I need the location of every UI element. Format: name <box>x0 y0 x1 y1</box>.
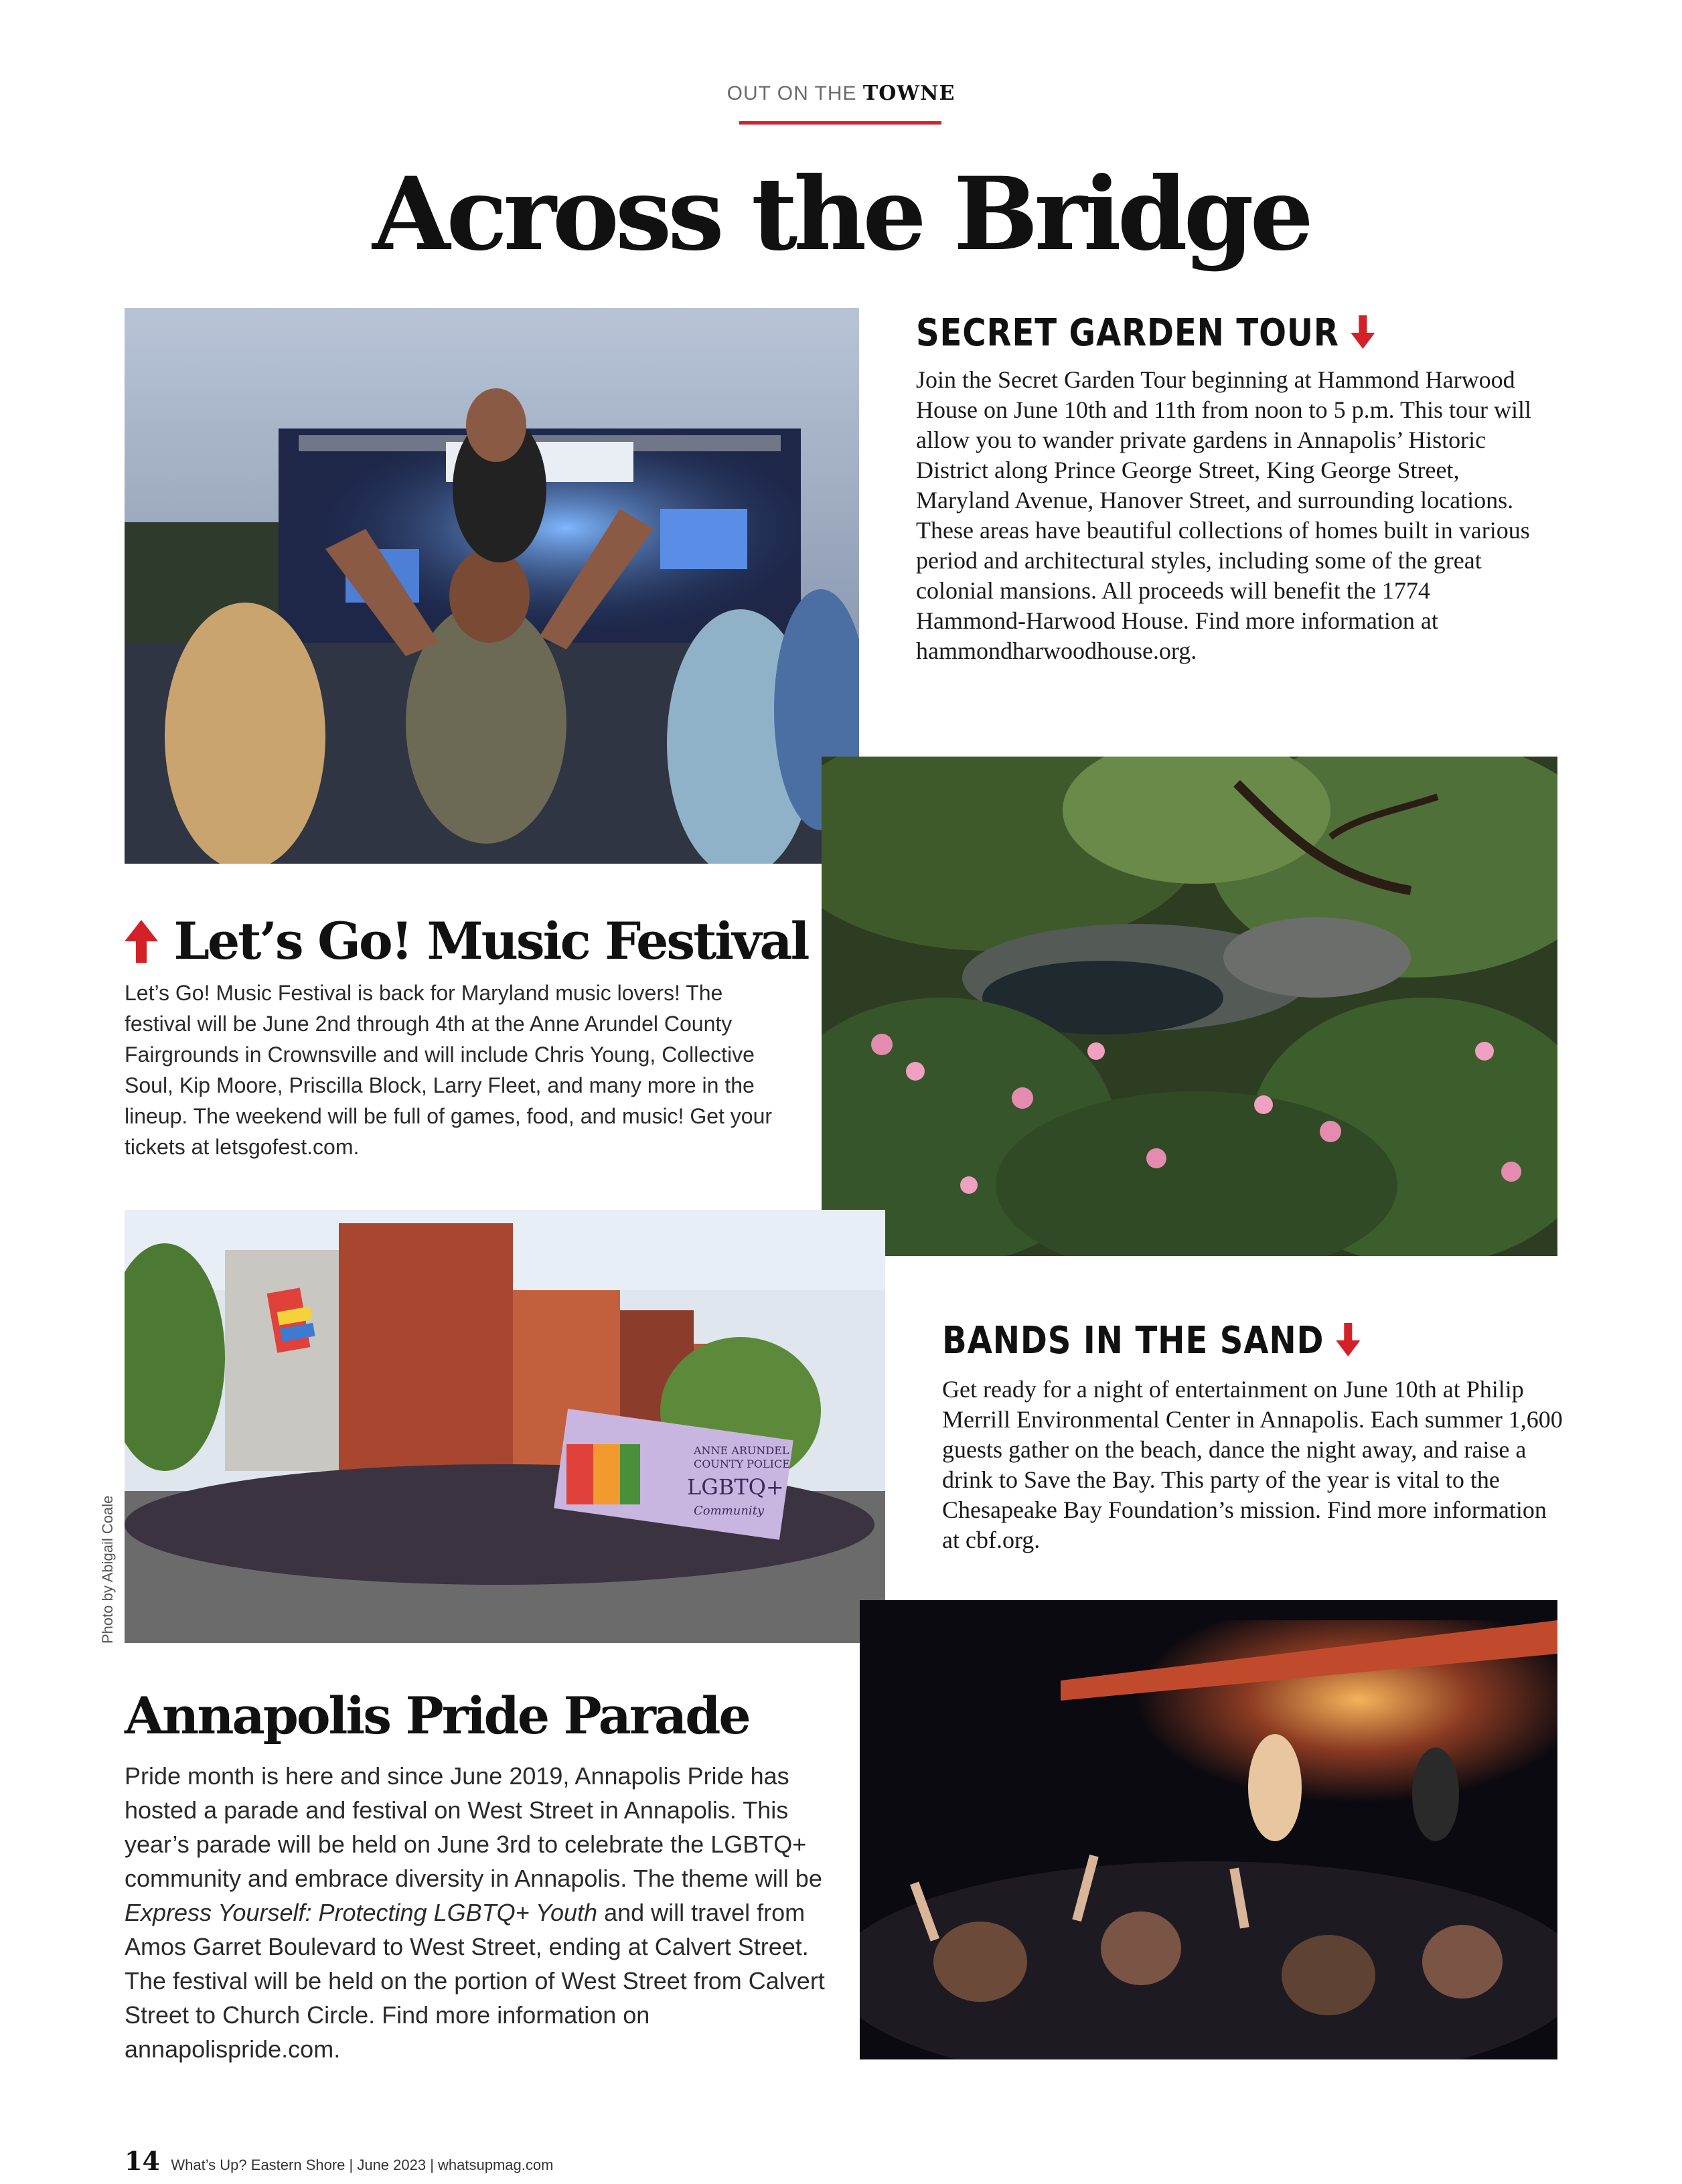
music-festival-photo <box>125 308 859 864</box>
arrow-down-icon <box>1351 315 1375 356</box>
secret-garden-body: Join the Secret Garden Tour beginning at Hammond Harwood House on June 10th and 11th from noon to 5 p.m. This tour will allow you to wander private gardens in Annapolis’ Historic District along Prince George Street, King George Street, Maryland Avenue, Hanover Street, and surrounding locations. These areas have beautiful collections of homes built in various period and architectural styles, including some of the great colonial mansions. All proceeds will benefit the 1774 Hammond-Harwood House. Find more information at hammondharwoodhouse.org. <box>916 366 1531 664</box>
secret-garden-title: SECRET GARDEN TOUR <box>916 311 1339 355</box>
pride-parade-body <box>125 1759 834 2066</box>
arrow-up-icon <box>125 920 158 971</box>
section-name: TOWNE <box>862 82 955 105</box>
section-label <box>0 82 1682 105</box>
bands-in-the-sand-title: BANDS IN THE SAND <box>942 1319 1324 1362</box>
footer-publication-info: What’s Up? Eastern Shore | June 2023 | whatsupmag.com <box>171 2157 554 2173</box>
pride-body-part1: Pride month is here and since June 2019, Annapolis Pride has hosted a parade and festival on West Street in Annapolis. This year’s parade will be held on June 3rd to celebrate the LGBTQ+ community and embrace diversity in Annapolis. The theme will be <box>125 1762 822 1892</box>
page-footer <box>125 2146 553 2176</box>
page-title: Across the Bridge <box>372 155 1310 273</box>
pride-body-part2: and will travel from Amos Garret Boulevard to West Street, ending at Calvert Street. The festival will be held on the portion of West Street from Calvert Street to Church Circle. Find more information on annapolispride.com. <box>125 1899 825 2063</box>
pride-parade-heading: Annapolis Pride Parade <box>125 1686 749 1745</box>
music-festival-title: Let’s Go! Music Festival <box>173 911 808 971</box>
pride-body-theme: Express Yourself: Protecting LGBTQ+ Youth <box>125 1899 598 1926</box>
page-number: 14 <box>125 2146 160 2176</box>
banner-line1: ANNE ARUNDEL <box>694 1444 789 1457</box>
music-festival-heading <box>125 911 808 971</box>
bands-in-the-sand-body: Get ready for a night of entertainment on June 10th at Philip Merrill Environmental Center in Annapolis. Each summer 1,600 guests gather on the beach, dance the night away, and raise a drink to Save the Bay. This party of the year is vital to the Chesapeake Bay Foundation’s mission. Find more information at cbf.org. <box>942 1376 1563 1553</box>
photo-credit: Photo by Abigail Coale <box>99 1495 116 1644</box>
banner-line2: COUNTY POLICE <box>694 1458 790 1470</box>
secret-garden-heading <box>916 311 1375 356</box>
secret-garden-photo <box>822 757 1557 1256</box>
bands-in-the-sand-photo <box>860 1600 1557 2059</box>
music-festival-body: Let’s Go! Music Festival is back for Maryland music lovers! The festival will be June 2nd through 4th at the Anne Arundel County Fairgrounds in Crownsville and will include Chris Young, Collective Soul, Kip Moore, Priscilla Block, Larry Fleet, and many more in the lineup. The weekend will be full of games, food, and music! Get your tickets at letsgofest.com. <box>125 981 773 1159</box>
pride-parade-photo <box>125 1210 885 1643</box>
bands-in-the-sand-heading <box>942 1319 1360 1363</box>
arrow-down-icon <box>1336 1323 1360 1363</box>
section-prefix: OUT ON THE <box>727 82 857 104</box>
banner-line4: Community <box>694 1504 765 1518</box>
section-rule <box>739 121 941 125</box>
banner-line3: LGBTQ+ <box>687 1474 784 1500</box>
